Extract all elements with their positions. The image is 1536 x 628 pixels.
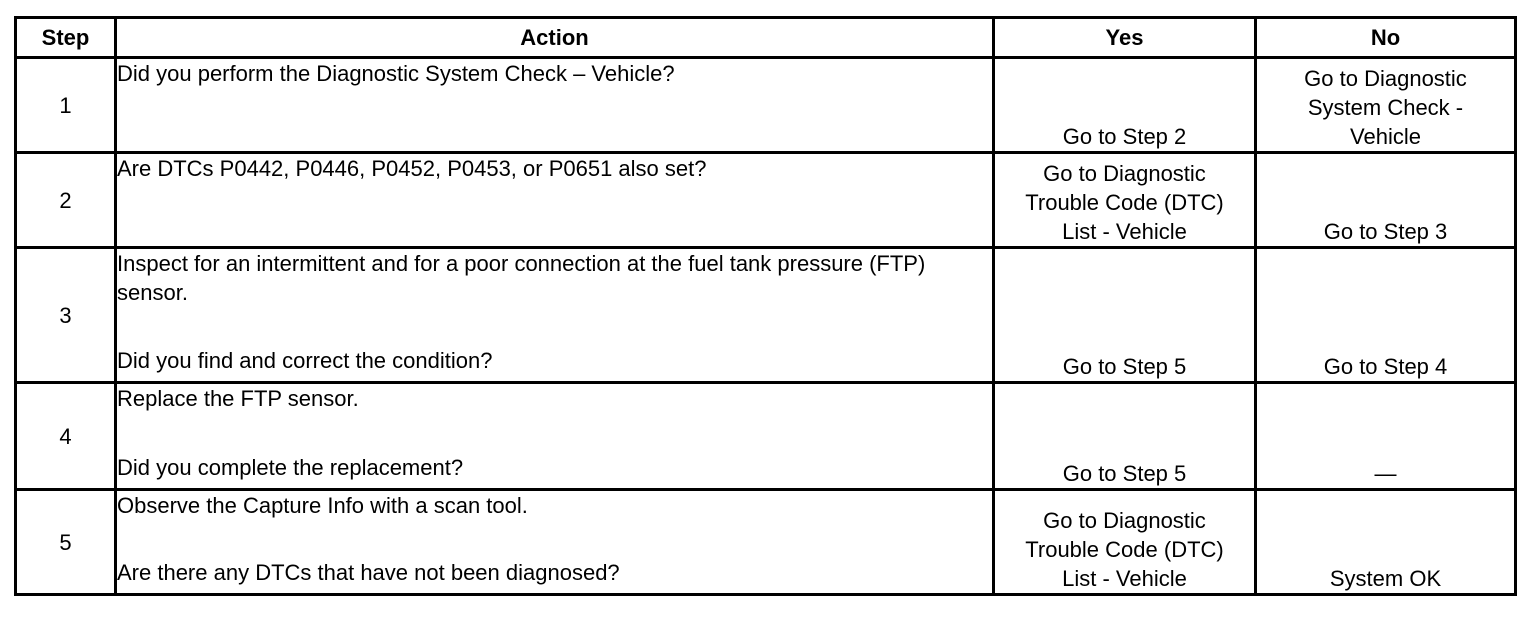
action-question: Are there any DTCs that have not been diagnosed? — [117, 560, 620, 585]
header-step: Step — [16, 18, 116, 58]
action-question: Did you find and correct the condition? — [117, 348, 493, 373]
table-row — [16, 383, 1516, 490]
yes-cell: Go to Step 5 — [994, 383, 1256, 490]
action-instruction: Inspect for an intermittent and for a poor connection at the fuel tank pressure (FTP) sensor. — [117, 251, 926, 305]
yes-cell: Go to Step 2 — [994, 58, 1256, 153]
header-yes: Yes — [994, 18, 1256, 58]
table-row — [16, 490, 1516, 595]
step-number: 1 — [16, 58, 116, 153]
action-cell — [116, 490, 994, 595]
yes-cell: Go to Diagnostic Trouble Code (DTC) List - Vehicle — [994, 490, 1256, 595]
action-question: Did you complete the replacement? — [117, 455, 464, 480]
step-number: 4 — [16, 383, 116, 490]
action-cell — [116, 248, 994, 383]
header-action: Action — [116, 18, 994, 58]
action-instruction: Replace the FTP sensor. — [117, 386, 359, 411]
step-number: 2 — [16, 153, 116, 248]
yes-cell: Go to Diagnostic Trouble Code (DTC) List - Vehicle — [994, 153, 1256, 248]
yes-cell: Go to Step 5 — [994, 248, 1256, 383]
no-cell: System OK — [1256, 490, 1516, 595]
table-row — [16, 248, 1516, 383]
no-cell: Go to Step 3 — [1256, 153, 1516, 248]
action-question: Are DTCs P0442, P0446, P0452, P0453, or P0651 also set? — [117, 156, 707, 181]
action-instruction: Observe the Capture Info with a scan tool. — [117, 493, 528, 518]
step-number: 3 — [16, 248, 116, 383]
action-cell — [116, 153, 994, 248]
diagnostic-table — [14, 16, 1517, 596]
header-no: No — [1256, 18, 1516, 58]
table-row — [16, 58, 1516, 153]
no-cell: — — [1256, 383, 1516, 490]
table-row — [16, 153, 1516, 248]
action-cell — [116, 383, 994, 490]
no-cell: Go to Step 4 — [1256, 248, 1516, 383]
action-question: Did you perform the Diagnostic System Check – Vehicle? — [117, 61, 675, 86]
step-number: 5 — [16, 490, 116, 595]
no-cell: Go to Diagnostic System Check - Vehicle — [1256, 58, 1516, 153]
action-cell — [116, 58, 994, 153]
header-row — [16, 18, 1516, 58]
